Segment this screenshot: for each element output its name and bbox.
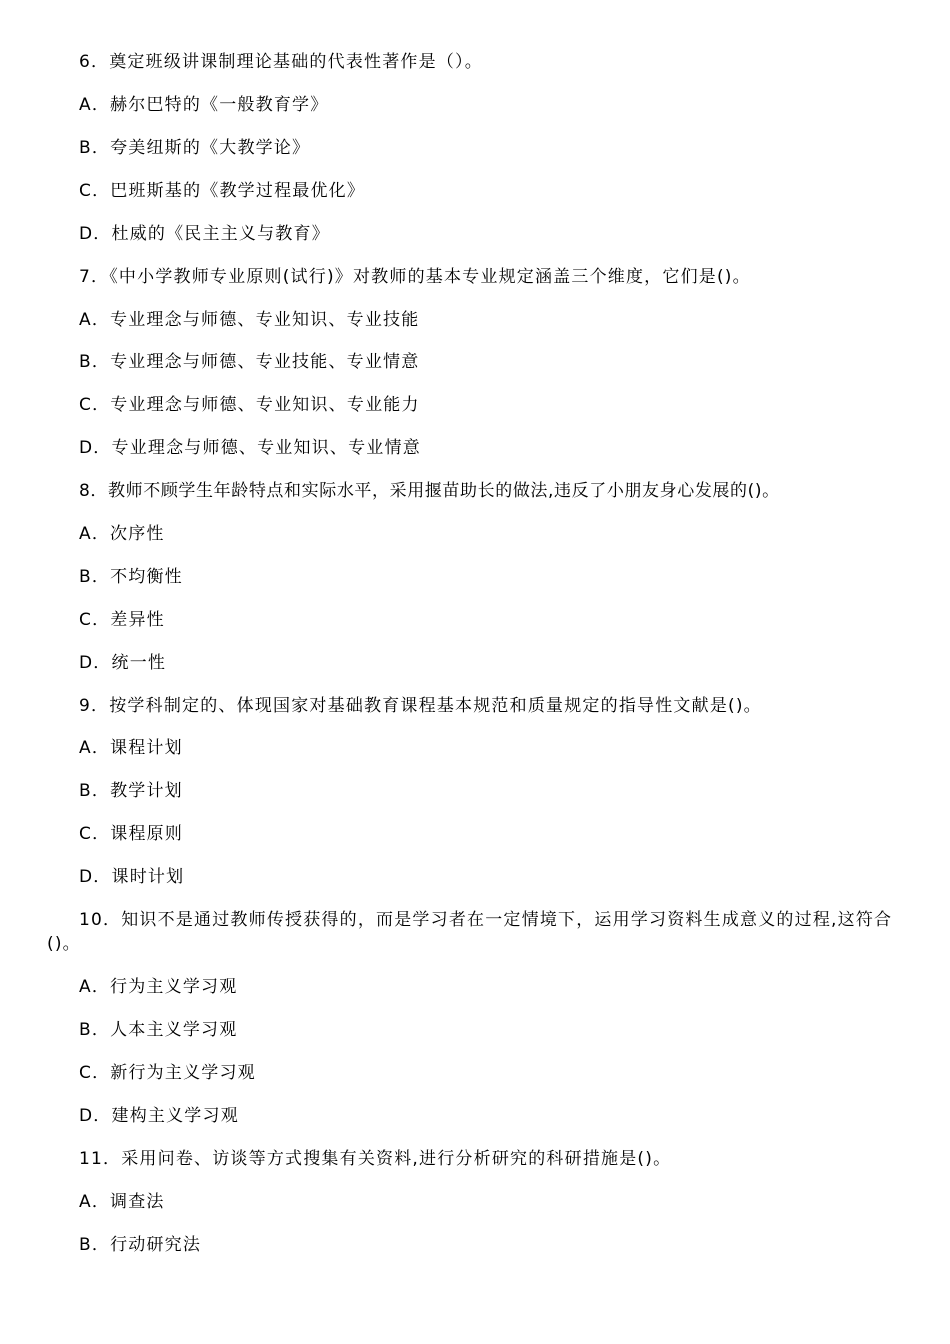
question-9-stem: 9．按学科制定的、体现国家对基础教育课程基本规范和质量规定的指导性文献是()。 [79,696,762,716]
question-6-option-b: B．夸美纽斯的《大教学论》 [79,138,311,158]
question-10-option-b: B．人本主义学习观 [79,1020,238,1040]
question-8-option-d: D．统一性 [79,653,167,673]
question-9-option-a: A．课程计划 [79,738,183,758]
question-9-option-b: B．教学计划 [79,781,183,801]
question-8-option-a: A．次序性 [79,524,165,544]
question-6-stem: 6．奠定班级讲课制理论基础的代表性著作是（）。 [79,52,483,72]
question-10-option-c: C．新行为主义学习观 [79,1063,256,1083]
question-8-stem: 8．教师不顾学生年龄特点和实际水平，采用揠苗助长的做法,违反了小朋友身心发展的()。 [79,481,780,501]
question-11-stem: 11．采用问卷、访谈等方式搜集有关资料,进行分析研究的科研措施是()。 [79,1149,672,1169]
question-8-option-c: C．差异性 [79,610,165,630]
question-9-option-c: C．课程原则 [79,824,184,844]
question-6-option-d: D．杜威的《民主主义与教育》 [79,224,330,244]
question-10-stem: 10．知识不是通过教师传授获得的，而是学习者在一定情境下，运用学习资料生成意义的过程,这符合()。 [47,910,893,954]
question-7-option-b: B．专业理念与师德、专业技能、专业情意 [79,352,420,372]
question-11-option-a: A．调查法 [79,1192,165,1212]
question-11-option-b: B．行动研究法 [79,1235,202,1255]
question-10-option-d: D．建构主义学习观 [79,1106,239,1126]
question-8-option-b: B．不均衡性 [79,567,183,587]
question-7-option-a: A．专业理念与师德、专业知识、专业技能 [79,310,420,330]
question-7-stem: 7．《中小学教师专业原则(试行)》对教师的基本专业规定涵盖三个维度，它们是()。 [79,267,751,287]
question-7-option-c: C．专业理念与师德、专业知识、专业能力 [79,395,420,415]
question-6-option-a: A．赫尔巴特的《一般教育学》 [79,95,329,115]
question-10-option-a: A．行为主义学习观 [79,977,238,997]
question-6-option-c: C．巴班斯基的《教学过程最优化》 [79,181,366,201]
question-9-option-d: D．课时计划 [79,867,185,887]
question-7-option-d: D．专业理念与师德、专业知识、专业情意 [79,438,421,458]
